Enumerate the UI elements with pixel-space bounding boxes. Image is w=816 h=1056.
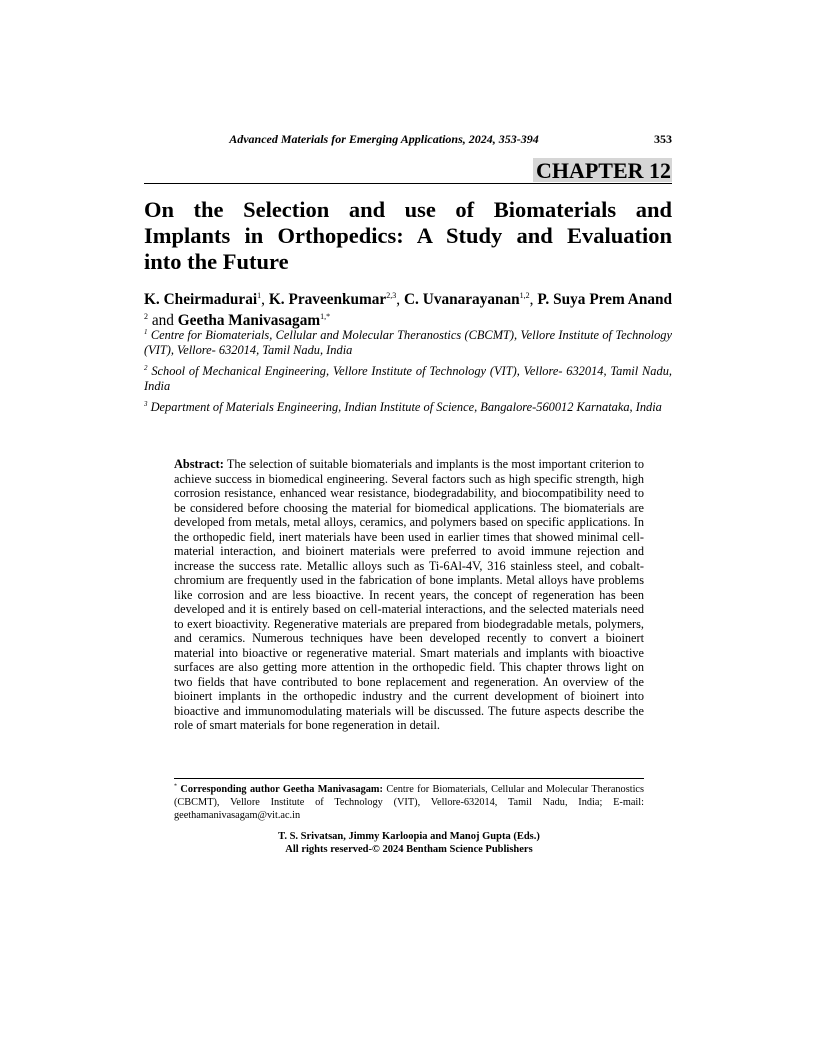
corresponding-author-footnote — [174, 783, 644, 822]
author-affiliation-mark: 1,* — [320, 311, 331, 321]
journal-name: Advanced Materials for Emerging Applications — [229, 132, 463, 146]
footnote-marker: * — [174, 783, 177, 790]
affiliation — [144, 328, 672, 358]
author-affiliation-mark: 2,3 — [386, 290, 397, 300]
affiliation-text: Centre for Biomaterials, Cellular and Molecular Theranostics (CBCMT), Vellore Institute of Technology (VIT), Vellore- 632014, Tamil Nadu, India — [144, 328, 672, 357]
affiliation-text: School of Mechanical Engineering, Vellore Institute of Technology (VIT), Vellore- 632014, Tamil Nadu, India — [144, 364, 672, 393]
affiliation-text: Department of Materials Engineering, Indian Institute of Science, Bangalore-560012 Karnataka, India — [150, 400, 662, 414]
affiliation — [144, 400, 672, 415]
footnote-text: Centre for Biomaterials, Cellular and Molecular Theranostics (CBCMT), Vellore Institute of Technology (VIT), Vellore-632014, Tamil Nadu, India; E-mail: geethamanivasagam@vit.ac.in — [174, 784, 645, 821]
title-line: into the Future — [144, 249, 289, 274]
title-line: Implants in Orthopedics: A Study and Evaluation — [144, 223, 672, 248]
affiliation-number: 3 — [144, 399, 148, 408]
rights-line: All rights reserved-© 2024 Bentham Science Publishers — [285, 844, 533, 855]
running-header — [144, 132, 672, 150]
journal-year-pages: , 2024, 353-394 — [462, 132, 539, 146]
author-name: K. Praveenkumar — [268, 291, 387, 308]
editors-line: T. S. Srivatsan, Jimmy Karloopia and Manoj Gupta (Eds.) — [278, 831, 540, 842]
author-name: K. Cheirmadurai — [144, 291, 258, 308]
author-name: Geetha Manivasagam — [177, 312, 321, 329]
page-number: 353 — [654, 132, 672, 146]
title-line: On the Selection and use of Biomaterials and — [144, 197, 672, 222]
journal-citation — [144, 132, 624, 147]
author-line: K. Cheirmadurai$^1$, K. Praveenkumar$^{2,3}$, C. Uvanarayanan$^{1,2}$, P. Suya Prem Anand — [144, 290, 673, 308]
publisher-block — [174, 830, 644, 856]
abstract-label: Abstract: — [174, 457, 224, 471]
abstract — [174, 457, 644, 733]
affiliation-list — [144, 328, 672, 421]
affiliation — [144, 364, 672, 394]
footnote-label: Corresponding author Geetha Manivasagam: — [180, 784, 383, 795]
affiliation-number: 2 — [144, 363, 148, 372]
footnote-divider — [174, 778, 644, 779]
chapter-label: CHAPTER 12 — [533, 158, 672, 182]
author-affiliation-mark: 1,2 — [519, 290, 530, 300]
author-affiliation-mark: 2 — [144, 311, 148, 321]
abstract-text: The selection of suitable biomaterials and implants is the most important criterion to achieve success in biomedical engineering. Several factors such as high specific strength, high corrosion resistance, enhanced wear resistance, biodegradability, and biocompatibility need to be considered before choosing the material for biomedical applications. The biomaterials are developed from metals, metal alloys, ceramics, and polymers based on specific applications. In the orthopedic field, inert materials have been used in earlier times that showed minimal cell-material interaction, and bioinert materials were preferred to avoid immune rejection and increase the success rate. Metallic alloys such as Ti-6Al-4V, 316 stainless steel, and cobalt-chromium are frequently used in the fabrication of bone implants. Metal alloys have problems like corrosion and are less bioactive. In recent years, the concept of regeneration has been developed and it is entirely based on cell-material interactions, and the selected materials need to exert bioactivity. Regenerative materials are prepared from biodegradable metals, polymers, and ceramics. Numerous techniques have been developed recently to convert a bioinert material into bioactive or regenerative material. Smart materials and implants with bioactive surfaces are also getting more attention in the orthopedic field. This chapter throws light on two fields that have contributed to bone replacement and regeneration. An overview of the bioinert implants in the orthopedic industry and the current development of bioinert into bioactive and immunomodulating materials will be discussed. The future aspects describe the role of smart materials for bone regeneration in detail. — [174, 457, 644, 732]
chapter-title — [144, 197, 672, 275]
chapter-heading-rule — [144, 158, 672, 184]
affiliation-number: 1 — [144, 327, 148, 336]
author-name: C. Uvanarayanan — [403, 291, 520, 308]
author-affiliation-mark: 1 — [257, 290, 262, 300]
author-connector: and — [151, 312, 174, 329]
author-list — [144, 289, 672, 331]
author-name: P. Suya Prem Anand — [537, 291, 673, 308]
